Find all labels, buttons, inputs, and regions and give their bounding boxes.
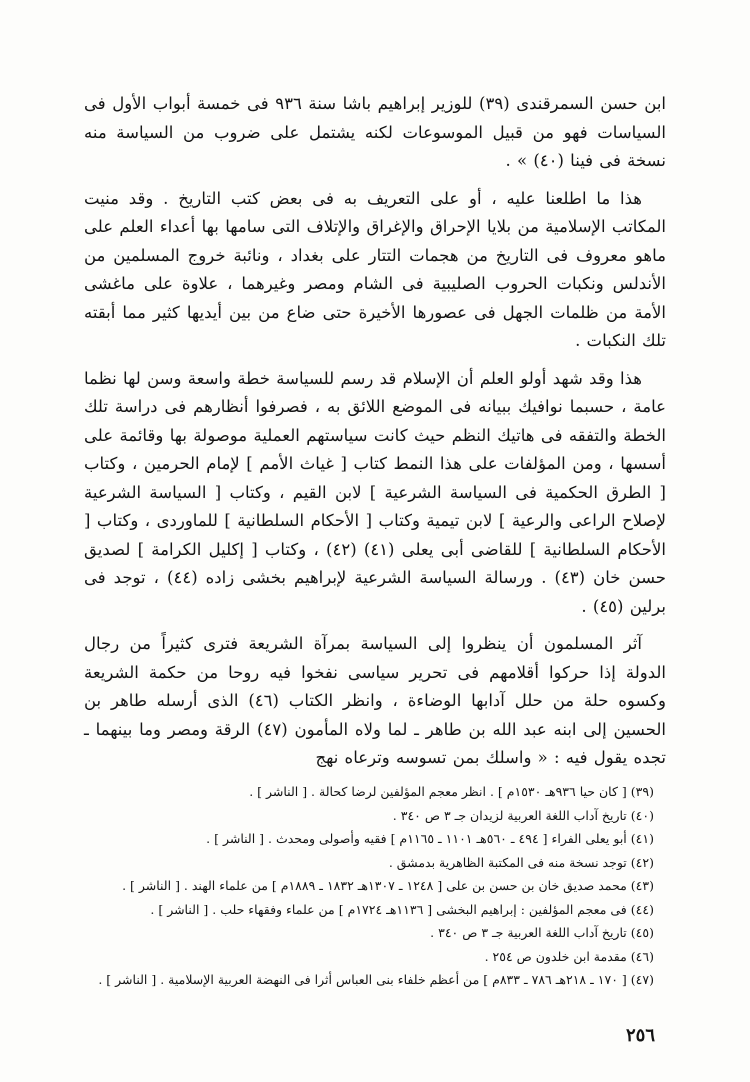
footnote-text: مقدمة ابن خلدون ص ٢٥٤ . (484, 948, 627, 964)
footnote-text: فى معجم المؤلفين : إبراهيم البخشى [ ١١٣٦هـ ١٧٢٤م ] من علماء وفقهاء حلب . [ الناشر ] . (150, 901, 627, 917)
page-number: ٢٥٦ (625, 1025, 655, 1046)
footnote (80, 874, 654, 898)
footnote-number: (٤٠) (630, 807, 654, 823)
footnote-number: (٤٦) (630, 948, 654, 964)
paragraph: هذا ما اطلعنا عليه ، أو على التعريف به فى بعض كتب التاريخ . وقد منيت المكاتب الإسلامية من بلايا الإحراق والإغراق والإتلاف التى سامها بها أعداء العلم على ماهو معروف فى التاريخ من هجمات التتار على بغداد ، ونائبة خروج المسلمين من الأندلس ونكبات الحروب الصليبية فى الشام ومصر وغيرهما ، علاوة على ماغشى الأمة من ظلمات الجهل فى عصورها الأخيرة حتى ضاع من بين أيديها كثير مما أبقته تلك النكبات . (84, 188, 666, 350)
footnote-number: (٤٧) (630, 972, 654, 987)
main-text (84, 90, 666, 782)
footnote-number: (٤٢) (630, 854, 654, 870)
footnote-number: (٤١) (630, 831, 654, 846)
footnote (80, 898, 654, 922)
footnotes-section (80, 780, 654, 992)
footnote (80, 827, 654, 851)
footnote-text: محمد صديق خان بن حسن بن على [ ١٢٤٨ ـ ١٣٠٧هـ ١٨٣٢ ـ ١٨٨٩م ] من علماء الهند . [ الناشر ] . (122, 878, 627, 893)
footnote-number: (٤٣) (630, 878, 654, 893)
footnote (80, 780, 654, 804)
footnote (80, 921, 654, 945)
footnote (80, 968, 654, 992)
paragraph: هذا وقد شهد أولو العلم أن الإسلام قد رسم للسياسة خطة واسعة وسن لها نظما عامة ، حسبما نوافيك ببيانه فى الموضع اللائق به ، فصرفوا أنظارهم فى دراسة تلك الخطة والتفقه فى هاتيك النظم حيث كانت سياستهم العملية موصولة بها وقائمة على أسسها ، ومن المؤلفات على هذا النمط كتاب [ غياث الأمم ] لإمام الحرمين ، وكتاب [ الطرق الحكمية فى السياسة الشرعية ] لابن القيم ، وكتاب [ السياسة الشرعية لإصلاح الراعى والرعية ] لابن تيمية وكتاب [ الأحكام السلطانية ] للماوردى ، وكتاب [ الأحكام السلطانية ] للقاضى أبى يعلى (٤١) (٤٢) ، وكتاب [ إكليل الكرامة ] لصديق حسن خان (٤٣) . ورسالة السياسة الشرعية لإبراهيم بخشى زاده (٤٤) ، توجد فى برلين (٤٥) . (84, 368, 666, 616)
footnote-number: (٤٥) (630, 925, 654, 940)
footnote-number: (٣٩) (630, 784, 654, 799)
paragraph-continuation: ابن حسن السمرقندى (٣٩) للوزير إبراهيم باشا سنة ٩٣٦ فى خمسة أبواب الأول فى السياسات فهو من قبيل الموسوعات لكنه يشتمل على ضروب من السياسة منه نسخة فى فينا (٤٠) » . (84, 94, 666, 170)
footnote-number: (٤٤) (630, 901, 654, 917)
footnote-text: توجد نسخة منه فى المكتبة الظاهرية بدمشق . (388, 854, 627, 870)
footnote-text: [ ١٧٠ ـ ٢١٨هـ ٧٨٦ ـ ٨٣٣م ] من أعظم خلفاء بنى العباس أثرا فى النهضة العربية الإسلامية . [ الناشر ] . (98, 972, 627, 987)
footnote (80, 945, 654, 969)
footnote (80, 851, 654, 875)
footnote-text: أبو يعلى الفراء [ ٤٩٤ ـ ٥٦٠هـ ١١٠١ ـ ١١٦٥م ] فقيه وأصولى ومحدث . [ الناشر ] . (206, 831, 627, 846)
footnote-text: تاريخ آداب اللغة العربية جـ ٣ ص ٣٤٠ . (430, 925, 627, 940)
footnote (80, 804, 654, 828)
paragraph: آثر المسلمون أن ينظروا إلى السياسة بمرآة الشريعة فترى كثيراً من رجال الدولة إذا حركوا أقلامهم فى تحرير سياسى نفخوا فيه روحا من حكمة الشريعة وكسوه حلة من حلل آدابها الوضاءة ، وانظر الكتاب (٤٦) الذى أرسله طاهر بن الحسين إلى ابنه عبد الله بن طاهر ـ لما ولاه المأمون (٤٧) الرقة ومصر وما بينهما ـ تجده يقول فيه : « واسلك بمن تسوسه وترعاه نهج (84, 634, 666, 767)
footnote-text: [ كان حيا ٩٣٦هـ ١٥٣٠م ] . انظر معجم المؤلفين لرضا كحالة . [ الناشر ] . (249, 784, 627, 799)
footnote-text: تاريخ آداب اللغة العربية لزيدان جـ ٣ ص ٣٤٠ . (392, 807, 627, 823)
